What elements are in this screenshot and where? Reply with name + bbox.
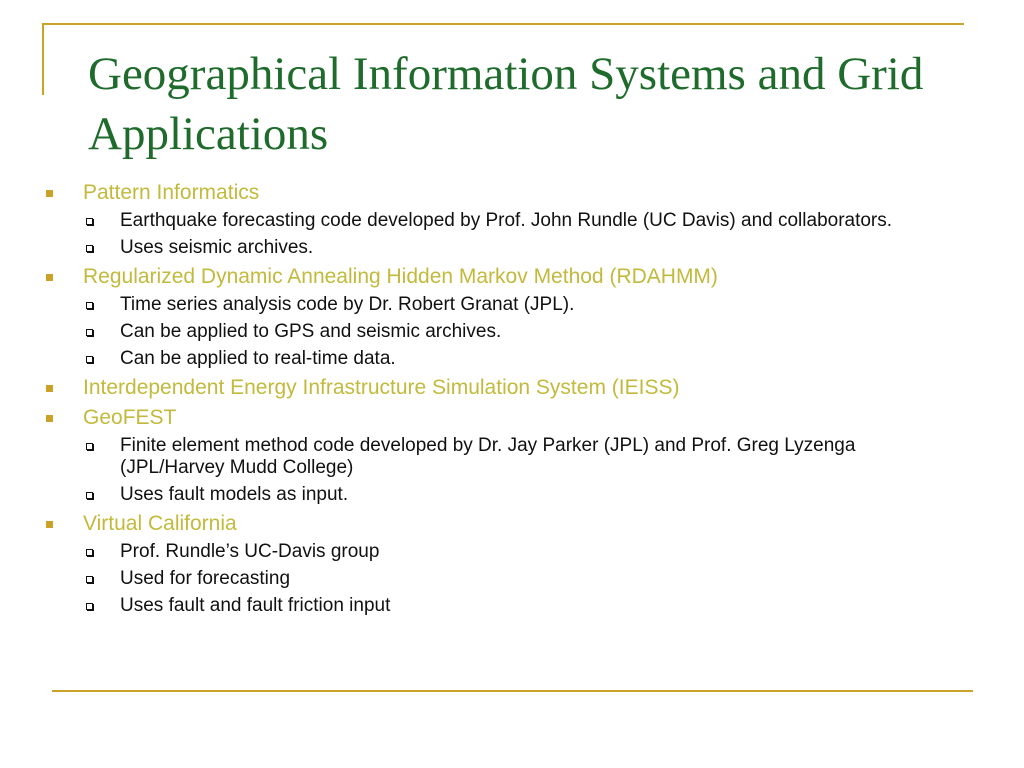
bullet-text: Virtual California — [83, 512, 237, 535]
square-bullet-icon — [46, 415, 53, 422]
sub-bullet-text: Can be applied to real-time data. — [120, 348, 396, 369]
sub-bullet-text: Can be applied to GPS and seismic archives. — [120, 321, 502, 342]
bullet-item — [44, 511, 984, 536]
sub-bullet-item — [44, 595, 960, 617]
hollow-square-bullet-icon — [86, 302, 93, 309]
hollow-square-bullet-icon — [86, 245, 93, 252]
hollow-square-bullet-icon — [86, 356, 93, 363]
bullet-list — [44, 180, 984, 617]
bullet-item — [44, 405, 984, 430]
sub-bullet-item — [44, 210, 960, 232]
sub-bullet-text: Uses fault and fault friction input — [120, 595, 391, 616]
hollow-square-bullet-icon — [86, 576, 93, 583]
top-rule-divider — [44, 23, 964, 25]
sub-bullet-item — [44, 294, 960, 316]
bullet-item — [44, 180, 984, 205]
hollow-square-bullet-icon — [86, 603, 93, 610]
sub-bullet-item — [44, 435, 960, 479]
sub-bullet-text: Used for forecasting — [120, 568, 291, 589]
bottom-rule-divider — [52, 690, 973, 692]
bullet-text: Pattern Informatics — [83, 181, 260, 204]
bullet-text: GeoFEST — [83, 406, 177, 429]
square-bullet-icon — [46, 521, 53, 528]
slide-title: Geographical Information Systems and Grid Applications — [88, 48, 924, 160]
bullet-item — [44, 264, 984, 289]
sub-bullet-text: Uses fault models as input. — [120, 484, 349, 505]
sub-bullet-item — [44, 237, 960, 259]
bullet-text: Interdependent Energy Infrastructure Simulation System (IEISS) — [83, 376, 680, 399]
hollow-square-bullet-icon — [86, 329, 93, 336]
hollow-square-bullet-icon — [86, 549, 93, 556]
sub-bullet-text: Prof. Rundle’s UC-Davis group — [120, 541, 380, 562]
sub-bullet-text: Earthquake forecasting code developed by Prof. John Rundle (UC Davis) and collaborators. — [120, 210, 893, 231]
sub-bullet-item — [44, 568, 960, 590]
square-bullet-icon — [46, 274, 53, 281]
sub-bullet-item — [44, 484, 960, 506]
bullet-item — [44, 375, 984, 400]
square-bullet-icon — [46, 190, 53, 197]
sub-bullet-item — [44, 348, 960, 370]
left-rule-divider — [42, 23, 44, 95]
sub-bullet-text: Finite element method code developed by Dr. Jay Parker (JPL) and Prof. Greg Lyzenga (JPL/Harvey Mudd College) — [120, 435, 856, 478]
sub-bullet-text: Uses seismic archives. — [120, 237, 314, 258]
sub-bullet-item — [44, 321, 960, 343]
square-bullet-icon — [46, 385, 53, 392]
bullet-text: Regularized Dynamic Annealing Hidden Markov Method (RDAHMM) — [83, 265, 718, 288]
sub-bullet-item — [44, 541, 960, 563]
hollow-square-bullet-icon — [86, 492, 93, 499]
hollow-square-bullet-icon — [86, 218, 93, 225]
sub-bullet-text: Time series analysis code by Dr. Robert Granat (JPL). — [120, 294, 575, 315]
hollow-square-bullet-icon — [86, 443, 93, 450]
